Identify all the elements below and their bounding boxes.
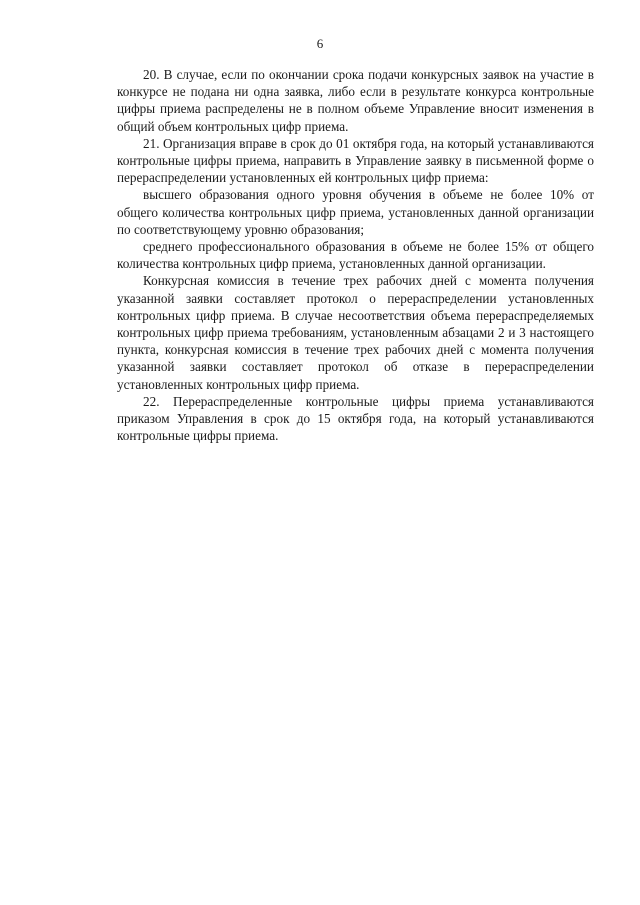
paragraph-21: 21. Организация вправе в срок до 01 октября года, на который устанавливаются контрольные цифры приема, направить в Управление заявку в письменной форме о перераспределении установленных ей контрольных цифр приема:	[117, 135, 594, 186]
document-body	[117, 66, 594, 444]
paragraph-22: 22. Перераспределенные контрольные цифры приема устанавливаются приказом Управления в срок до 15 октября года, на который устанавливаются контрольные цифры приема.	[117, 393, 594, 444]
page-number: 6	[316, 36, 324, 51]
paragraph-20: 20. В случае, если по окончании срока подачи конкурсных заявок на участие в конкурсе не подана ни одна заявка, либо если в результате конкурса контрольные цифры приема распределены не в полном объеме Управление вносит изменения в общий объем контрольных цифр приема.	[117, 67, 594, 134]
paragraph-commission: Конкурсная комиссия в течение трех рабочих дней с момента получения указанной заявки составляет протокол о перераспределении установленных контрольных цифр приема. В случае несоответствия объема перераспределяемых контрольных цифр приема требованиям, установленным абзацами 2 и 3 настоящего пункта, конкурсная комиссия в течение трех рабочих дней с момента получения указанной заявки составляет протокол об отказе в перераспределении установленных контрольных цифр приема.	[117, 273, 594, 392]
paragraph-secondary-education: среднего профессионального образования в объеме не более 15% от общего количества контрольных цифр приема, установленных данной организации.	[117, 239, 594, 272]
paragraph-higher-education: высшего образования одного уровня обучения в объеме не более 10% от общего количества контрольных цифр приема, установленных данной организации по соответствующему уровню образования;	[117, 187, 594, 237]
